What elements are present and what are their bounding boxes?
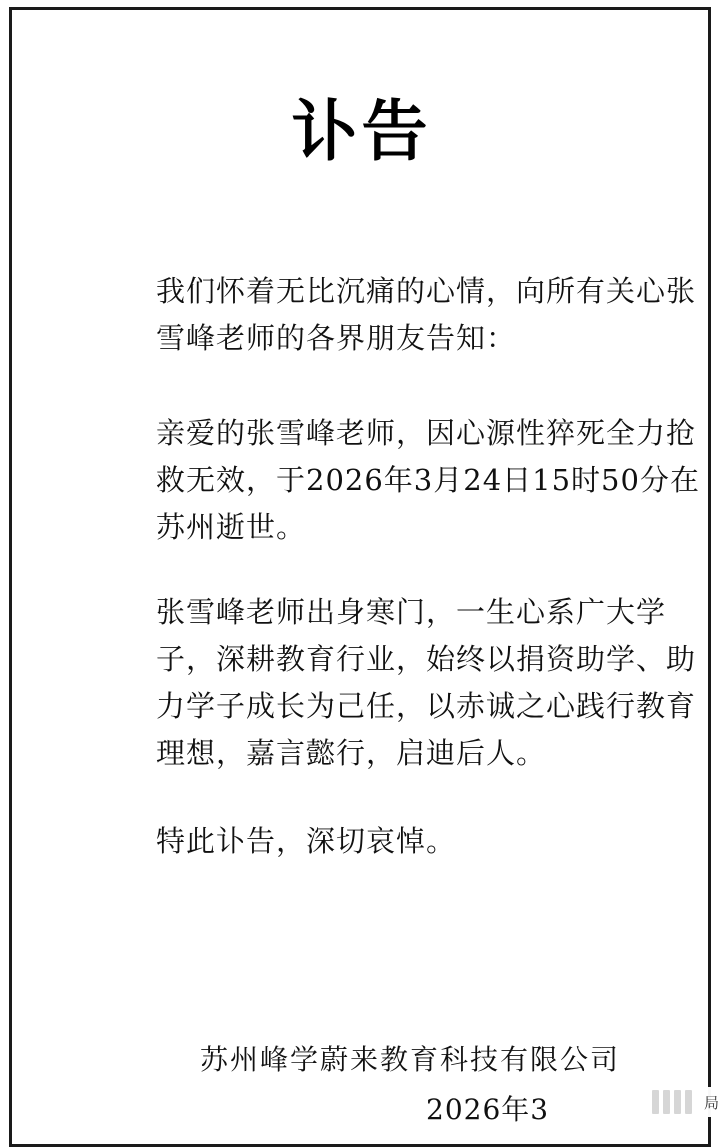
watermark-text: 局 bbox=[703, 1093, 719, 1112]
watermark-bar-icon bbox=[685, 1090, 692, 1114]
paragraph-tribute: 张雪峰老师出身寒门，一生心系广大学子，深耕教育行业，始终以捐资助学、助力学子成长为己任，以赤诚之心践行教育理想，嘉言懿行，启迪后人。 bbox=[156, 595, 697, 770]
watermark-bar-icon bbox=[674, 1090, 681, 1114]
paragraph-closing: 特此讣告，深切哀悼。 bbox=[156, 824, 457, 858]
notice-frame bbox=[9, 7, 711, 1147]
signature-company: 苏州峰学蔚来教育科技有限公司 bbox=[200, 1043, 621, 1076]
watermark-bar-icon bbox=[663, 1090, 670, 1114]
paragraph-announcement: 我们怀着无比沉痛的心情，向所有关心张雪峰老师的各界朋友告知： bbox=[156, 274, 697, 355]
paragraph-death-details: 亲爱的张雪峰老师，因心源性猝死全力抢救无效，于2026年3月24日15时50分在苏州逝世。 bbox=[156, 416, 700, 544]
watermark-overlay bbox=[622, 1087, 723, 1117]
watermark-bar-icon bbox=[652, 1090, 659, 1114]
signature-date: 2026年3 bbox=[426, 1093, 550, 1126]
notice-title: 讣告 bbox=[291, 93, 432, 170]
